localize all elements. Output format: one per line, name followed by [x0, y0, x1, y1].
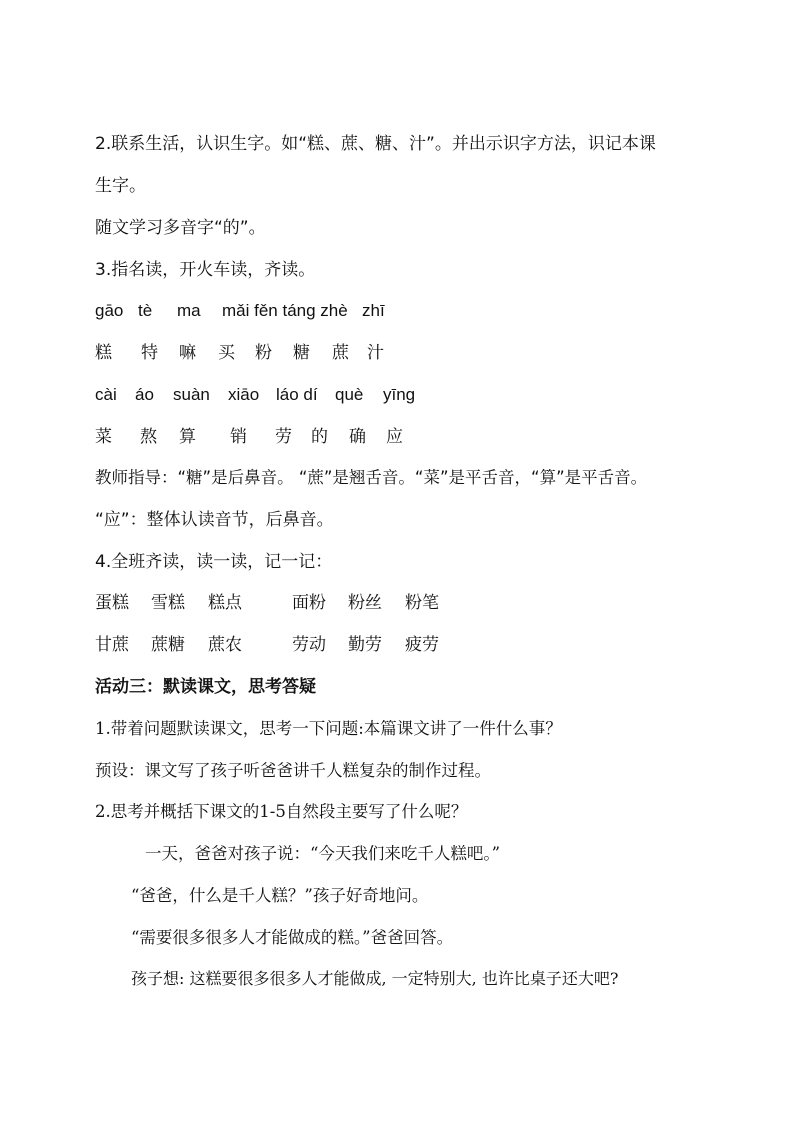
- question-2: 2.思考并概括下课文的1-5自然段主要写了什么呢？: [95, 802, 468, 821]
- pinyin-item: xiāo: [228, 385, 260, 404]
- word-item: 勤劳: [348, 635, 382, 655]
- char-item: 糖: [293, 343, 310, 363]
- pinyin-item: áo: [135, 385, 154, 404]
- pinyin-item: ma: [177, 301, 201, 320]
- pinyin-item: láo dí: [276, 385, 318, 404]
- char-item: 粉: [255, 343, 272, 363]
- pinyin-item: yīng: [383, 385, 416, 404]
- char-item: 的: [311, 427, 328, 447]
- word-item: 糕点: [208, 593, 242, 613]
- pinyin-item: què: [335, 385, 364, 404]
- answer-1: 预设：课文写了孩子听爸爸讲千人糕复杂的制作过程。: [95, 761, 491, 780]
- paragraph-literacy-method: 2.联系生活，认识生字。如“糕、蔗、糖、汁”。并出示识字方法，识记本课: [95, 134, 656, 154]
- pinyin-row-1: [95, 299, 745, 323]
- word-item: 甘蔗: [95, 635, 129, 655]
- char-item: 糕: [95, 343, 112, 363]
- char-item: 确: [349, 427, 366, 447]
- pinyin-item: cài: [95, 385, 117, 404]
- char-item: 销: [230, 427, 247, 447]
- pinyin-item: tè: [138, 301, 153, 320]
- char-item: 蔗: [332, 343, 349, 363]
- word-item: 蔗糖: [151, 635, 185, 655]
- paragraph-ying-note: “应”：整体认读音节，后鼻音。: [95, 510, 334, 530]
- word-item: 面粉: [292, 593, 326, 613]
- char-item: 菜: [95, 427, 112, 447]
- word-item: 蔗农: [208, 635, 242, 655]
- word-row-1: [95, 591, 745, 615]
- text-excerpt-3: “需要很多很多人才能做成的糕。”爸爸回答。: [131, 928, 454, 947]
- text-excerpt-4: 孩子想: 这糕要很多很多人才能做成, 一定特别大, 也许比桌子还大吧?: [131, 969, 619, 988]
- char-row-2: [95, 425, 745, 449]
- char-item: 算: [179, 427, 196, 447]
- pinyin-item: mǎi fěn táng zhè: [222, 301, 348, 320]
- word-item: 粉笔: [405, 593, 439, 613]
- pinyin-row-2: [95, 383, 745, 407]
- word-item: 雪糕: [151, 593, 185, 613]
- char-item: 汁: [367, 343, 384, 363]
- paragraph-polyphonic: 随文学习多音字“的”。: [95, 218, 266, 238]
- paragraph-literacy-method-cont: 生字。: [95, 176, 146, 196]
- char-row-1: [95, 341, 745, 365]
- word-row-2: [95, 633, 745, 657]
- paragraph-class-reading: 4.全班齐读，读一读，记一记：: [95, 552, 333, 572]
- char-item: 应: [386, 427, 403, 447]
- char-item: 特: [141, 343, 158, 363]
- text-excerpt-2: “爸爸，什么是千人糕？”孩子好奇地问。: [131, 886, 429, 905]
- question-1: 1.带着问题默读课文，思考一下问题:本篇课文讲了一件什么事？: [95, 719, 562, 738]
- pinyin-item: zhī: [362, 301, 385, 320]
- char-item: 劳: [275, 427, 292, 447]
- word-item: 粉丝: [348, 593, 382, 613]
- paragraph-teacher-guidance: 教师指导：“糖”是后鼻音。 “蔗”是翘舌音。“菜”是平舌音，“算”是平舌音。: [95, 468, 648, 487]
- pinyin-item: gāo: [95, 301, 124, 320]
- word-item: 疲劳: [405, 635, 439, 655]
- char-item: 熬: [140, 427, 157, 447]
- word-item: 劳动: [292, 635, 326, 655]
- char-item: 嘛: [179, 343, 196, 363]
- word-item: 蛋糕: [95, 593, 129, 613]
- section-heading: 活动三：默读课文，思考答疑: [95, 677, 316, 697]
- pinyin-item: suàn: [173, 385, 210, 404]
- paragraph-reading-methods: 3.指名读，开火车读，齐读。: [95, 260, 316, 280]
- char-item: 买: [218, 343, 235, 363]
- text-excerpt-1: 一天，爸爸对孩子说：“今天我们来吃千人糕吧。”: [145, 844, 501, 863]
